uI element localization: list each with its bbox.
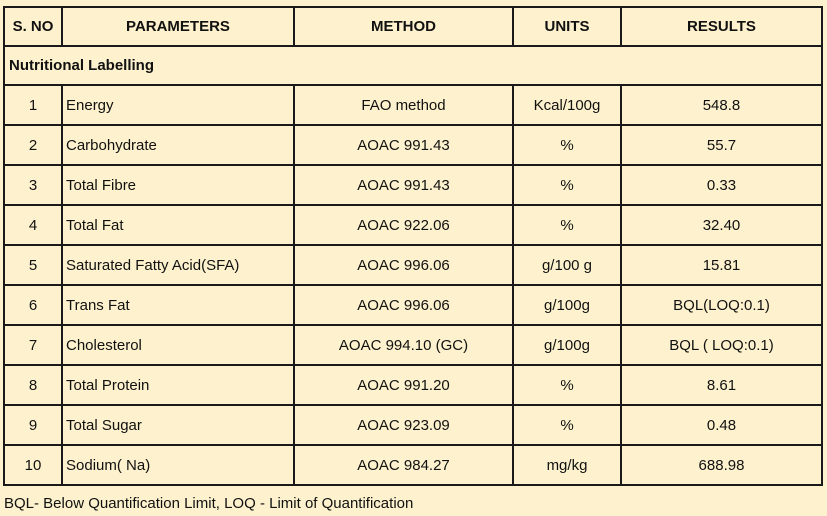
cell-parameter: Trans Fat xyxy=(62,285,294,325)
cell-sno: 7 xyxy=(4,325,62,365)
section-row xyxy=(4,46,822,85)
section-title: Nutritional Labelling xyxy=(4,46,822,85)
table-row xyxy=(4,165,822,205)
cell-parameter: Total Fibre xyxy=(62,165,294,205)
cell-sno: 2 xyxy=(4,125,62,165)
cell-result: 548.8 xyxy=(621,85,822,125)
cell-result: BQL(LOQ:0.1) xyxy=(621,285,822,325)
cell-method: AOAC 991.20 xyxy=(294,365,513,405)
cell-result: 55.7 xyxy=(621,125,822,165)
cell-result: 688.98 xyxy=(621,445,822,485)
cell-method: AOAC 991.43 xyxy=(294,165,513,205)
table-row xyxy=(4,325,822,365)
cell-method: AOAC 994.10 (GC) xyxy=(294,325,513,365)
cell-sno: 6 xyxy=(4,285,62,325)
cell-sno: 10 xyxy=(4,445,62,485)
cell-units: % xyxy=(513,405,621,445)
cell-method: FAO method xyxy=(294,85,513,125)
cell-method: AOAC 984.27 xyxy=(294,445,513,485)
header-results: RESULTS xyxy=(621,7,822,46)
cell-result: 0.48 xyxy=(621,405,822,445)
cell-sno: 1 xyxy=(4,85,62,125)
table-header-row xyxy=(4,7,822,46)
table-row xyxy=(4,365,822,405)
header-sno: S. NO xyxy=(4,7,62,46)
cell-sno: 3 xyxy=(4,165,62,205)
cell-parameter: Cholesterol xyxy=(62,325,294,365)
cell-units: % xyxy=(513,125,621,165)
header-units: UNITS xyxy=(513,7,621,46)
cell-units: % xyxy=(513,365,621,405)
cell-parameter: Total Fat xyxy=(62,205,294,245)
table-row xyxy=(4,445,822,485)
cell-method: AOAC 996.06 xyxy=(294,285,513,325)
cell-parameter: Energy xyxy=(62,85,294,125)
cell-method: AOAC 991.43 xyxy=(294,125,513,165)
cell-sno: 9 xyxy=(4,405,62,445)
cell-units: g/100g xyxy=(513,285,621,325)
cell-units: g/100 g xyxy=(513,245,621,285)
cell-units: mg/kg xyxy=(513,445,621,485)
header-parameters: PARAMETERS xyxy=(62,7,294,46)
table-row xyxy=(4,285,822,325)
cell-units: g/100g xyxy=(513,325,621,365)
table-row xyxy=(4,405,822,445)
table-row xyxy=(4,125,822,165)
cell-result: 15.81 xyxy=(621,245,822,285)
table-row xyxy=(4,245,822,285)
table-row xyxy=(4,85,822,125)
cell-units: % xyxy=(513,165,621,205)
cell-sno: 5 xyxy=(4,245,62,285)
cell-parameter: Sodium( Na) xyxy=(62,445,294,485)
cell-result: BQL ( LOQ:0.1) xyxy=(621,325,822,365)
cell-result: 32.40 xyxy=(621,205,822,245)
header-method: METHOD xyxy=(294,7,513,46)
cell-sno: 8 xyxy=(4,365,62,405)
cell-parameter: Total Protein xyxy=(62,365,294,405)
footnote: BQL- Below Quantification Limit, LOQ - Limit of Quantification xyxy=(4,495,414,512)
cell-method: AOAC 922.06 xyxy=(294,205,513,245)
cell-parameter: Carbohydrate xyxy=(62,125,294,165)
nutrition-report-table xyxy=(3,6,823,486)
cell-units: % xyxy=(513,205,621,245)
cell-result: 8.61 xyxy=(621,365,822,405)
table-row xyxy=(4,205,822,245)
cell-parameter: Saturated Fatty Acid(SFA) xyxy=(62,245,294,285)
cell-sno: 4 xyxy=(4,205,62,245)
cell-result: 0.33 xyxy=(621,165,822,205)
cell-method: AOAC 923.09 xyxy=(294,405,513,445)
cell-units: Kcal/100g xyxy=(513,85,621,125)
cell-method: AOAC 996.06 xyxy=(294,245,513,285)
cell-parameter: Total Sugar xyxy=(62,405,294,445)
